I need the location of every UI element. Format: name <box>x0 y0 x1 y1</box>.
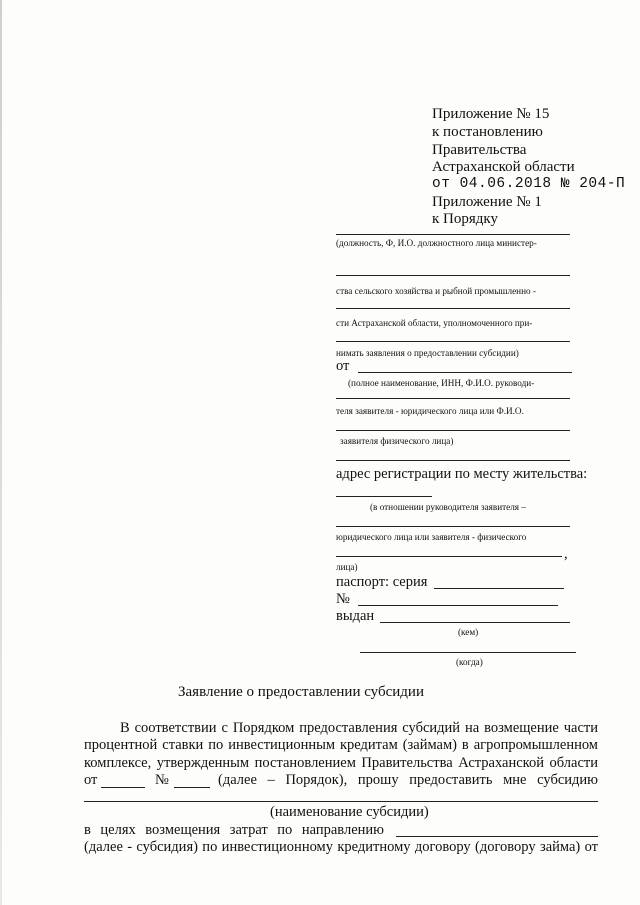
appendix-one: Приложение № 1 <box>432 194 542 210</box>
applicant-caption-4: (в отношении руководителя заявителя – <box>370 502 526 512</box>
official-line-3 <box>336 308 570 309</box>
address-line-2 <box>336 526 570 527</box>
from-label: от <box>336 358 350 374</box>
to-resolution: к постановлению <box>432 124 543 140</box>
passport-number-label: № <box>336 591 350 607</box>
to-procedure: к Порядку <box>432 211 498 227</box>
address-comma: , <box>564 546 568 562</box>
address-line-3 <box>336 556 562 557</box>
official-line-1 <box>336 234 570 235</box>
document-title: Заявление о предоставлении субсидии <box>178 684 424 700</box>
issued-label: выдан <box>336 608 375 624</box>
government: Правительства <box>432 142 527 158</box>
official-caption-1: (должность, Ф, И.О. должностного лица министер- <box>336 238 537 248</box>
applicant-caption-2: теля заявителя - юридического лица или Ф.И.О. <box>336 406 524 416</box>
body-line-1: В соответствии с Порядком предоставления субсидий на возмещение части <box>120 720 598 736</box>
passport-series-line <box>434 588 564 589</box>
body-from-label: от <box>84 772 98 788</box>
from-line <box>358 372 572 373</box>
official-line-2 <box>336 275 570 276</box>
body-line-4-rest: (далее – Порядок), прошу предоставить мне субсидию <box>218 772 598 788</box>
scan-page-edge <box>0 0 2 905</box>
applicant-caption-1: (полное наименование, ИНН, Ф.И.О. руководи- <box>348 378 535 388</box>
body-line-2: процентной ставки по инвестиционным кредитам (займам) в агропромышленном <box>84 737 598 753</box>
applicant-line-3 <box>336 430 570 431</box>
applicant-line-2 <box>336 398 570 399</box>
official-caption-2: ства сельского хозяйства и рыбной промышленно - <box>336 286 536 296</box>
issued-by-caption: (кем) <box>458 627 479 637</box>
body-line-5: в целях возмещения затрат по направлению <box>84 822 384 838</box>
subsidy-name-line <box>84 801 598 802</box>
body-number-label: № <box>155 772 169 788</box>
decree-date-line <box>101 787 145 788</box>
issue-date-line <box>360 652 576 653</box>
official-caption-3: сти Астраханской области, уполномоченного при- <box>336 318 533 328</box>
applicant-caption-5: юридического лица или заявителя - физического <box>336 532 527 542</box>
address-label: адрес регистрации по месту жительства: <box>336 466 588 482</box>
issue-date-caption: (когда) <box>456 657 483 667</box>
body-line-3: комплексе, утвержденным постановлением Правительства Астраханской области <box>84 755 598 771</box>
decree-number-line <box>174 787 210 788</box>
official-line-4 <box>336 341 570 342</box>
passport-number-line <box>358 605 558 606</box>
subsidy-name-caption: (наименование субсидии) <box>270 804 429 820</box>
body-line-6: (далее - субсидия) по инвестиционному кредитному договору (договору займа) от <box>84 839 598 855</box>
appendix-number: Приложение № 15 <box>432 106 550 122</box>
applicant-caption-3: заявителя физического лица) <box>340 436 454 446</box>
issued-line <box>380 622 570 623</box>
applicant-line-4 <box>336 460 570 461</box>
official-caption-4: нимать заявления о предоставлении субсидии) <box>336 348 519 358</box>
region: Астраханской области <box>432 159 575 175</box>
passport-series-label: паспорт: серия <box>336 574 428 590</box>
resolution-date-number: от 04.06.2018 № 204-П <box>432 176 626 192</box>
applicant-caption-6: лица) <box>336 562 358 572</box>
address-line-1 <box>336 496 432 497</box>
direction-line <box>396 836 598 837</box>
